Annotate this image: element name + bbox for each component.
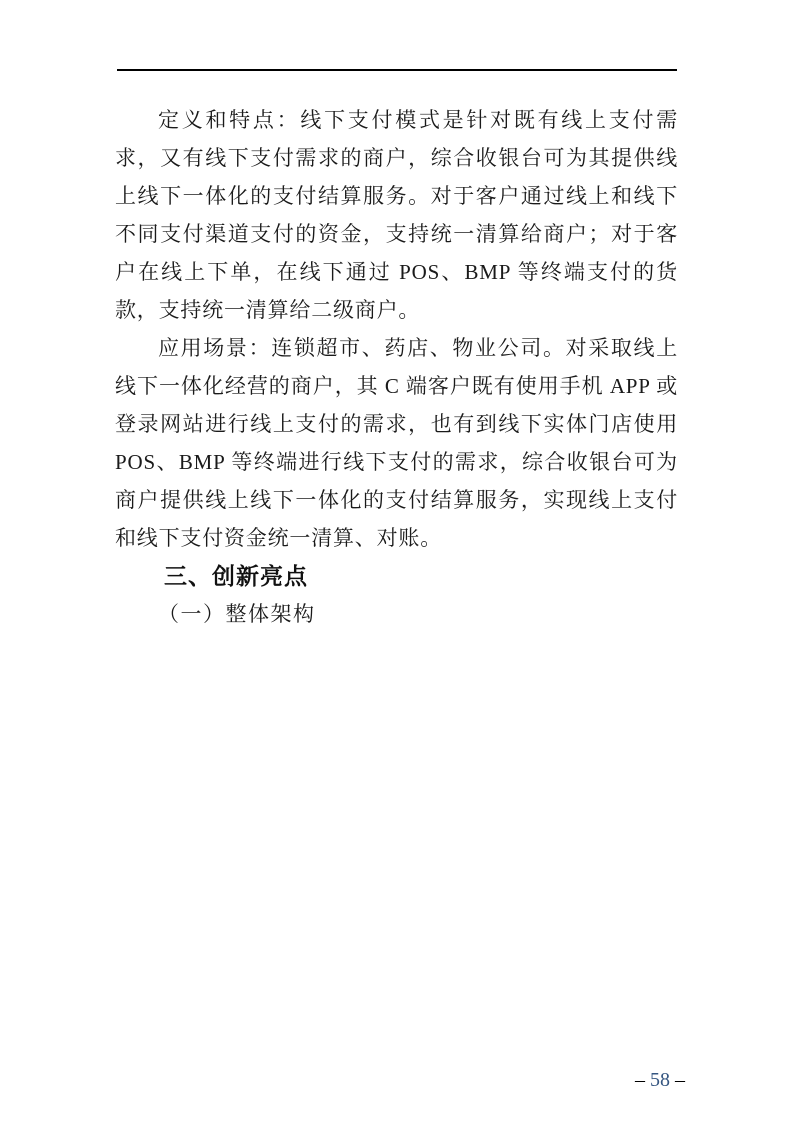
page-number [605, 1038, 685, 1122]
subsection-heading: （一）整体架构 [158, 602, 316, 626]
body-paragraph-application: 应用场景：连锁超市、药店、物业公司。对采取线上线下一体化经营的商户，其 C 端客户既有使用手机 APP 或登录网站进行线上支付的需求，也有到线下实体门店使用 POS、BMP 等终端进行线下支付的需求，综合收银台可为商户提供线上线下一体化的支付结算服务，实现线上支付和线下支付资金统一清算、对账。 [115, 336, 678, 550]
body-paragraph-definition: 定义和特点：线下支付模式是针对既有线上支付需求，又有线下支付需求的商户，综合收银台可为其提供线上线下一体化的支付结算服务。对于客户通过线上和线下不同支付渠道支付的资金，支持统一清算给商户；对于客户在线上下单，在线下通过 POS、BMP 等终端支付的货款，支持统一清算给二级商户。 [115, 108, 678, 322]
page-footer [0, 1038, 793, 1091]
page-number-left-dash: – [635, 1069, 650, 1091]
header-divider [117, 69, 677, 71]
page-number-value: 58 [650, 1069, 670, 1091]
section-heading: 三、创新亮点 [164, 563, 308, 589]
page-content [115, 101, 678, 633]
page-number-right-dash: – [670, 1069, 685, 1091]
